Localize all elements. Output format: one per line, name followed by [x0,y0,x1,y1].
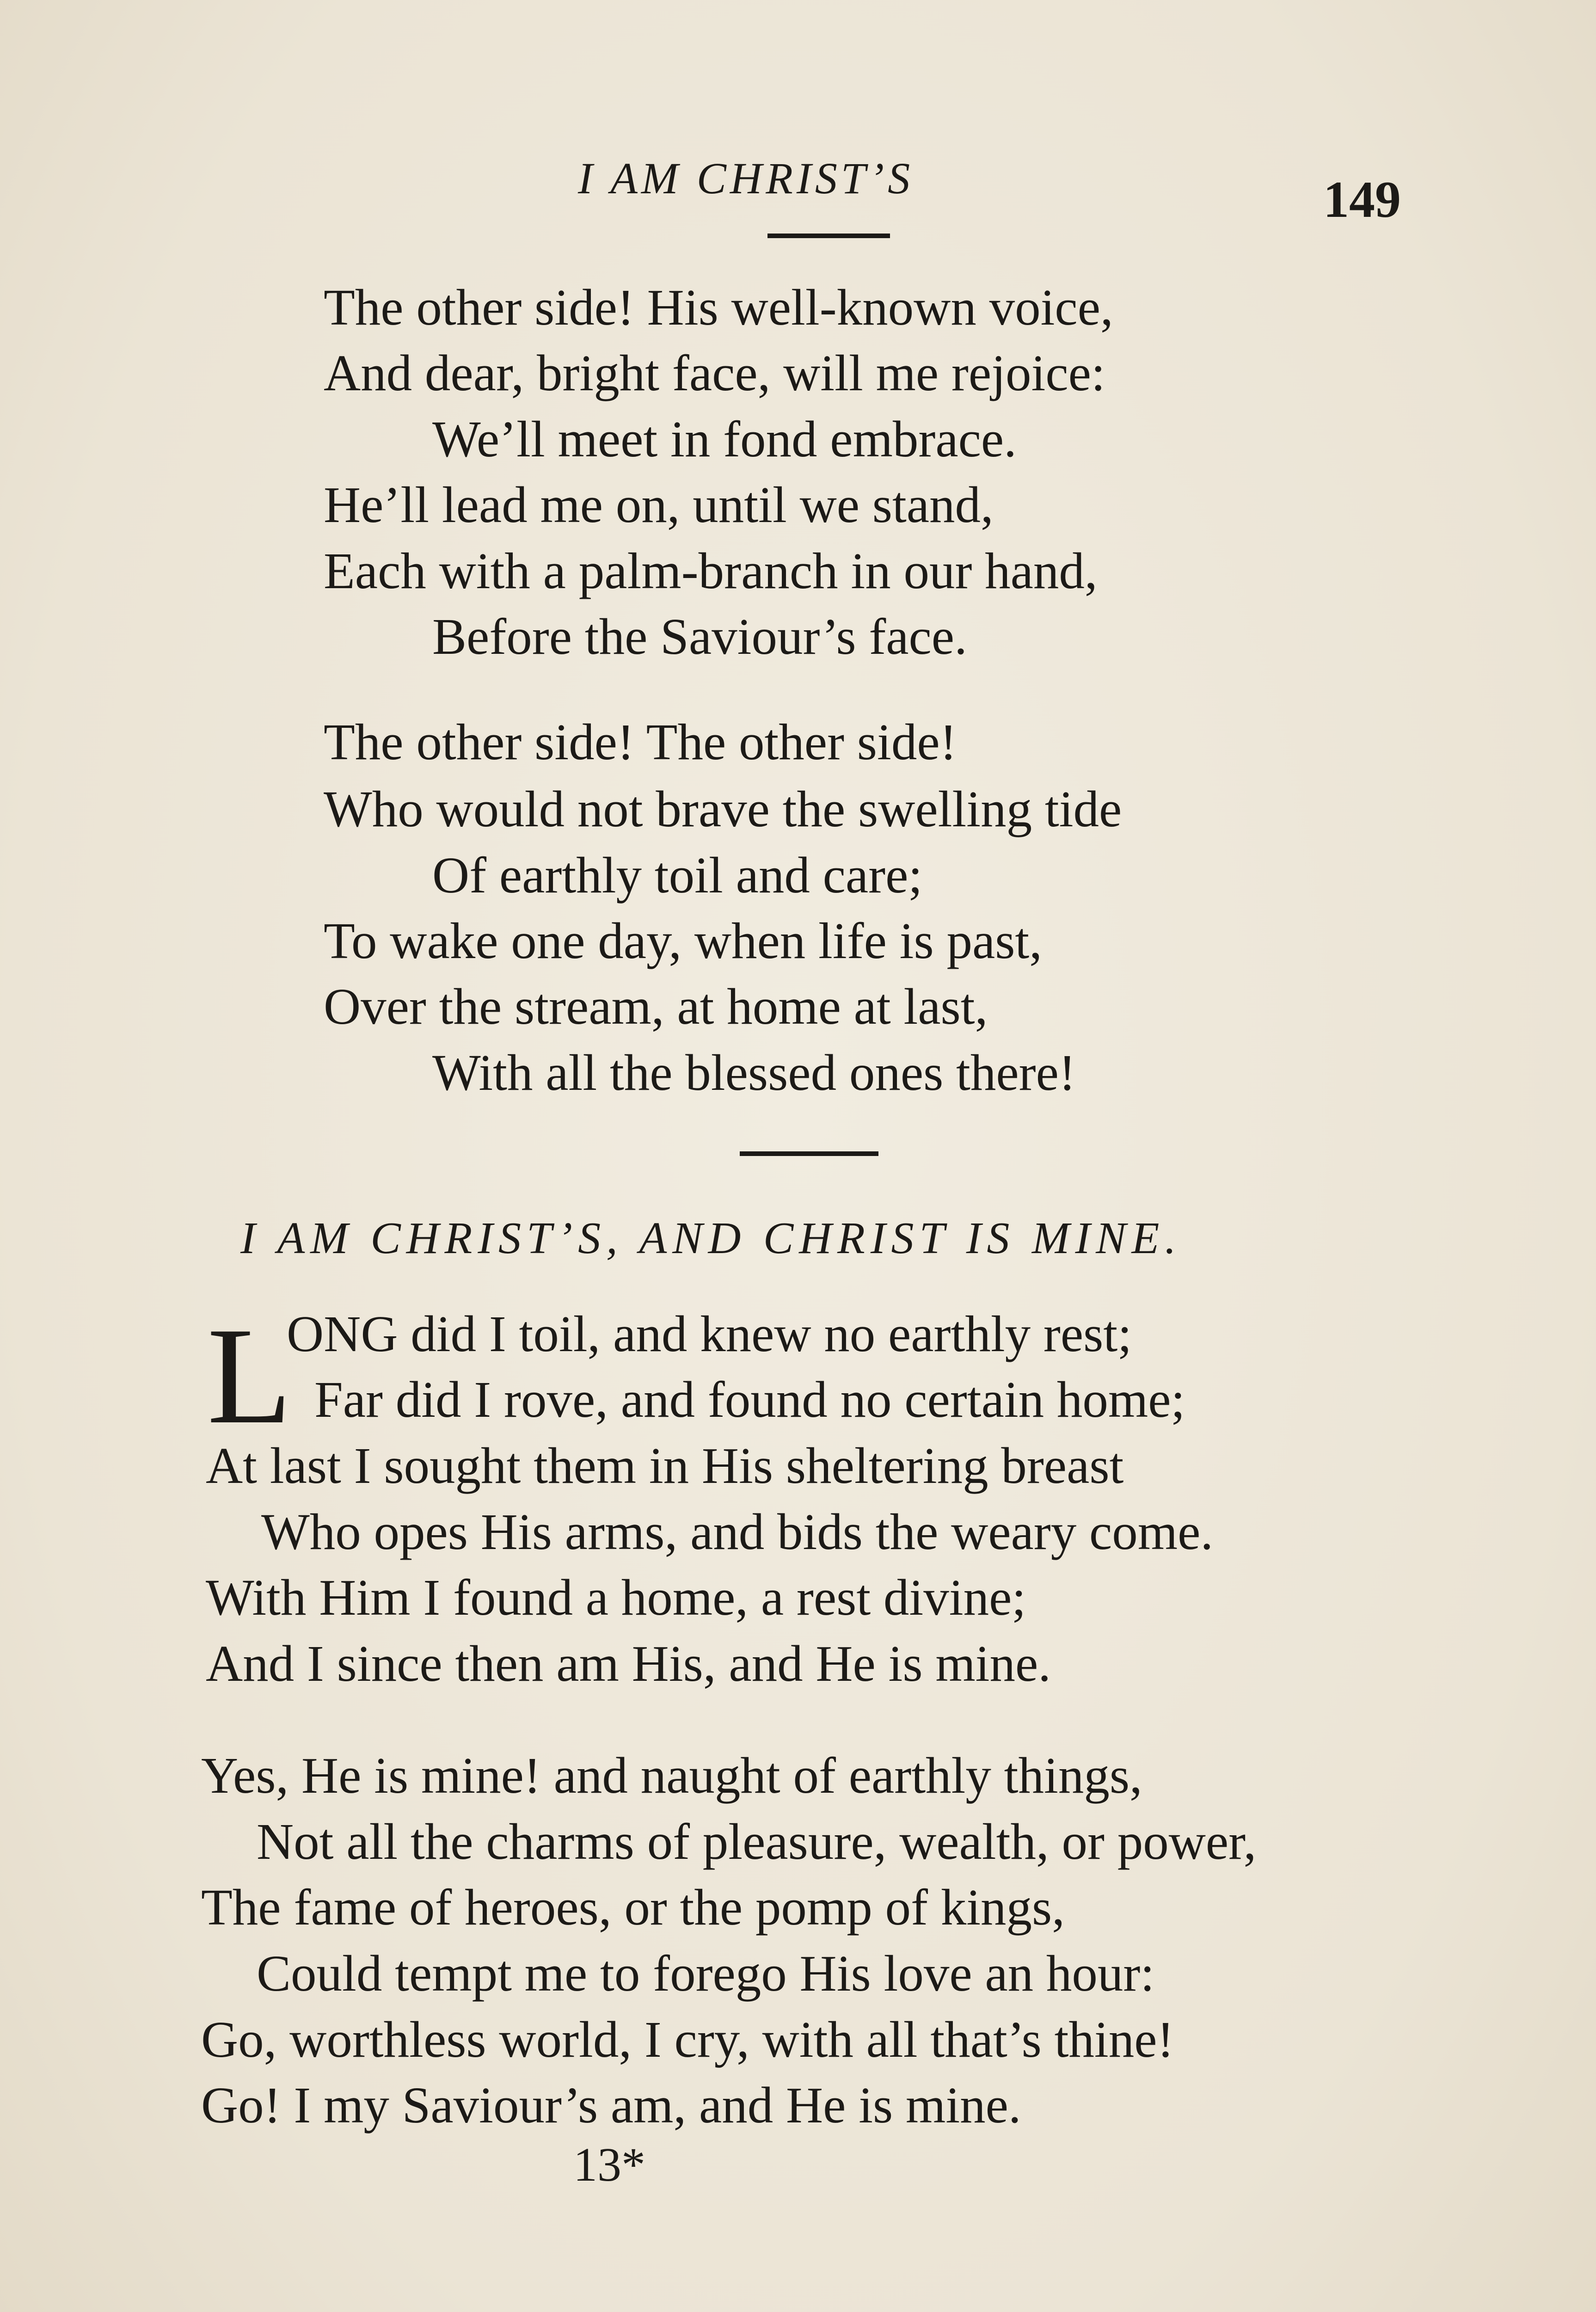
poem-title: I AM CHRIST’S, AND CHRIST IS MINE. [240,1213,1182,1263]
verse-line: He’ll lead me on, until we stand, [324,477,994,534]
drop-cap: L [207,1299,292,1452]
signature-mark: 13* [573,2138,645,2191]
section-rule [740,1151,878,1156]
verse-line: Who would not brave the swelling tide [324,781,1122,838]
verse-line: And dear, bright face, will me rejoice: [324,345,1105,402]
verse-line: The other side! His well-known voice, [324,279,1113,336]
verse-line: Go! I my Saviour’s am, and He is mine. [201,2077,1021,2134]
header-rule [767,234,890,238]
verse-line: At last I sought them in His sheltering breast [206,1438,1124,1494]
verse-line: Go, worthless world, I cry, with all that’s thine! [201,2011,1174,2068]
verse-line: Of earthly toil and care; [432,847,923,904]
verse-line: The other side! The other side! [324,714,957,771]
verse-line: Over the stream, at home at last, [324,978,988,1035]
verse-line: The fame of heroes, or the pomp of kings, [201,1879,1065,1936]
verse-line: To wake one day, when life is past, [324,913,1042,970]
verse-line: And I since then am His, and He is mine. [206,1636,1051,1692]
page-number: 149 [1323,171,1401,228]
running-header: I AM CHRIST’S [578,154,914,203]
verse-line: Each with a palm-branch in our hand, [324,543,1098,600]
verse-line: With all the blessed ones there! [432,1045,1076,1101]
verse-line: ONG did I toil, and knew no earthly rest; [287,1306,1132,1363]
verse-line: Who opes His arms, and bids the weary come. [261,1504,1214,1561]
verse-line: Could tempt me to forego His love an hour: [257,1945,1155,2002]
verse-line: Yes, He is mine! and naught of earthly things, [201,1747,1142,1804]
verse-line: Before the Saviour’s face. [432,609,967,665]
verse-line: With Him I found a home, a rest divine; [206,1569,1026,1626]
verse-line: We’ll meet in fond embrace. [432,411,1017,468]
verse-line: Far did I rove, and found no certain home; [314,1371,1185,1428]
verse-line: Not all the charms of pleasure, wealth, or power, [257,1814,1257,1870]
